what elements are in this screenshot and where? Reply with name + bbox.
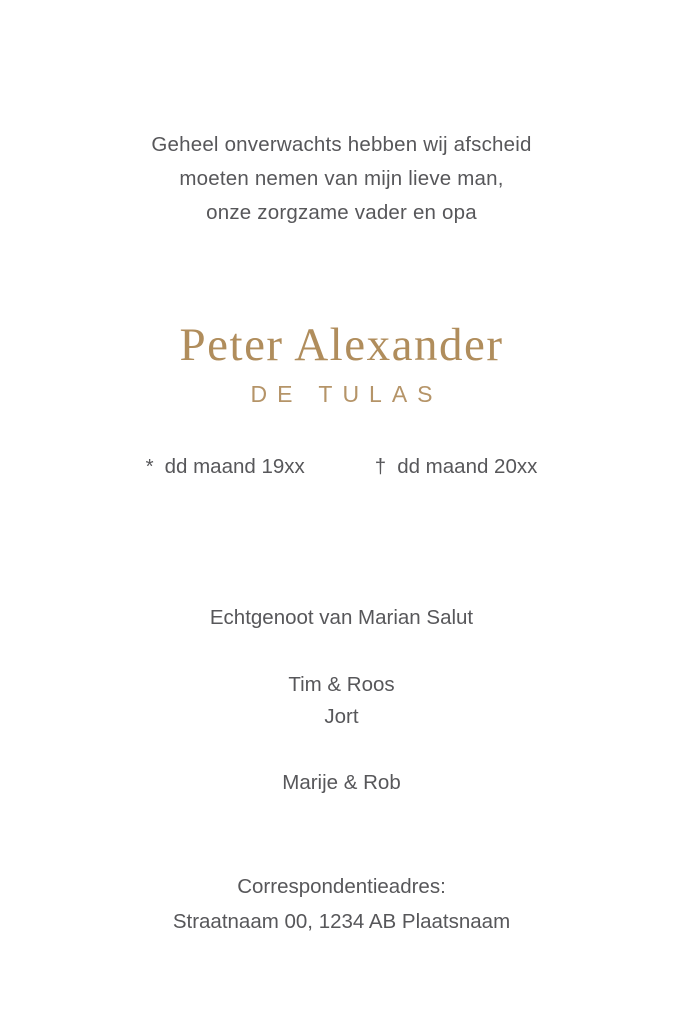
- family-group-2: [0, 770, 683, 796]
- address-value: Straatnaam 00, 1234 AB Plaatsnaam: [172, 910, 511, 933]
- intro-line: moeten nemen van mijn lieve man,: [179, 167, 504, 190]
- family-member-line: Jort: [324, 705, 359, 728]
- family-member-line: Tim & Roos: [288, 673, 395, 696]
- death-date: dd maand 20xx: [397, 455, 538, 478]
- intro-line: Geheel onverwachts hebben wij afscheid: [151, 133, 532, 156]
- intro-line: onze zorgzame vader en opa: [206, 201, 477, 224]
- deceased-first-names: Peter Alexander: [179, 319, 504, 371]
- death-dagger-symbol: †: [374, 455, 387, 478]
- birth-star-symbol: *: [145, 455, 154, 478]
- address-label: Correspondentieadres:: [237, 875, 446, 898]
- birth-date: dd maand 19xx: [164, 455, 305, 478]
- family-group-1: [0, 669, 683, 733]
- birth-date-group: [146, 454, 305, 480]
- death-date-group: [375, 454, 538, 480]
- birth-death-dates: [0, 454, 683, 480]
- family-member-line: Marije & Rob: [282, 771, 401, 794]
- intro-text: [0, 128, 683, 230]
- deceased-surname: DE TULAS: [250, 381, 443, 407]
- spouse-line: Echtgenoot van Marian Salut: [209, 606, 474, 629]
- correspondence-address: [0, 869, 683, 939]
